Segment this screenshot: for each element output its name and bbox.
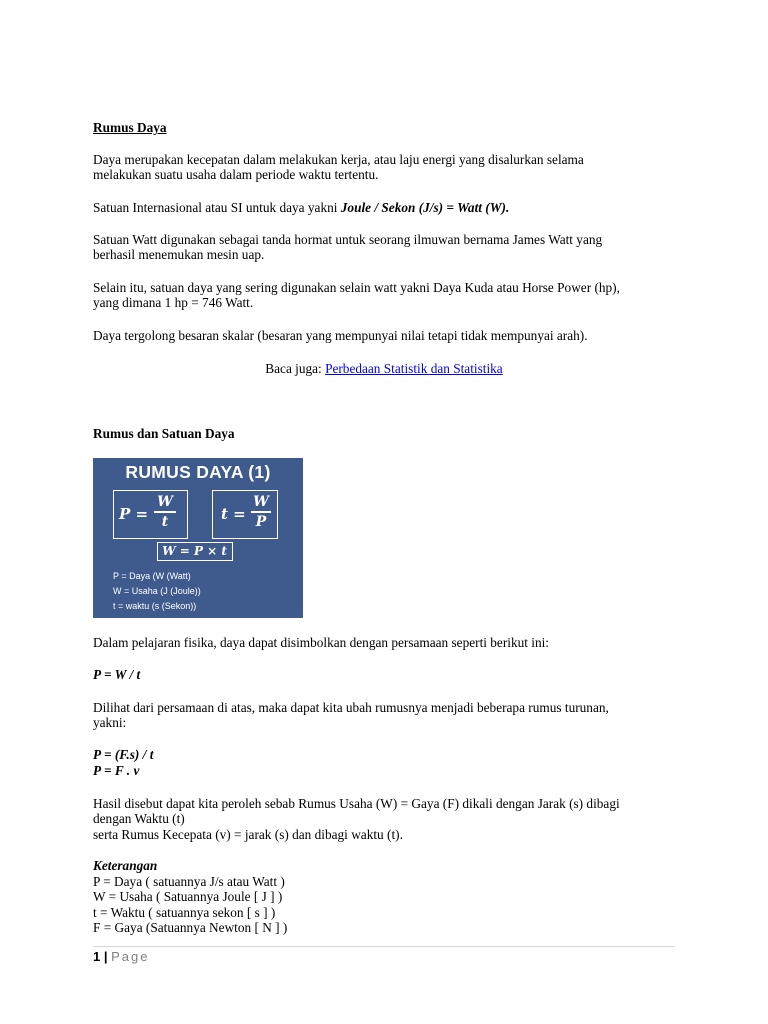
formula-box-power-lhs: P = [119,505,149,523]
baca-juga-link[interactable]: Perbedaan Statistik dan Statistika [325,361,503,376]
si-unit-formula: Joule / Sekon (J/s) = Watt (W). [340,200,510,215]
paragraph-definition-line1: Daya merupakan kecepatan dalam melakukan kerja, atau laju energi yang disalurkan selama [93,152,584,167]
si-unit-text: Satuan Internasional atau SI untuk daya yakni [93,200,341,215]
page-number: 1 [93,949,101,964]
page-separator: | [100,949,112,964]
keterangan-item: P = Daya ( satuannya J/s atau Watt ) [93,874,285,889]
paragraph-explanation-line3: serta Rumus Kecepata (v) = jarak (s) dan dibagi waktu (t). [93,827,403,842]
formula-image-title: RUMUS DAYA (1) [125,462,271,482]
paragraph-definition-line2: melakukan suatu usaha dalam periode waktu tertentu. [93,167,379,182]
paragraph-si-unit [93,200,509,216]
formula-box-time-numerator: W [253,494,269,510]
paragraph-scalar: Daya tergolong besaran skalar (besaran yang mempunyai nilai tetapi tidak mempunyai arah). [93,328,588,343]
page-footer [93,949,149,965]
formula-box-power [113,490,188,539]
baca-juga-label: Baca juga: [265,361,326,376]
paragraph-watt-line2: berhasil menemukan mesin uap. [93,247,265,262]
formula-legend-work: W = Usaha (J (Joule)) [113,586,201,596]
equation-p-f-v: P = F . v [93,763,140,778]
paragraph-symbolized: Dalam pelajaran fisika, daya dapat disimbolkan dengan persamaan seperti berikut ini: [93,635,549,650]
formula-box-power-denominator: t [161,513,169,530]
paragraph-derived-line1: Dilihat dari persamaan di atas, maka dapat kita ubah rumusnya menjadi beberapa rumus turunan, [93,700,609,715]
equation-p-w-t: P = W / t [93,667,141,682]
formula-box-time-denominator: P [255,513,267,530]
formula-box-time-fraction [251,494,271,530]
paragraph-watt-line1: Satuan Watt digunakan sebagai tanda hormat untuk seorang ilmuwan bernama James Watt yang [93,232,603,247]
paragraph-explanation-line2: dengan Waktu (t) [93,811,185,826]
heading-rumus-satuan-daya: Rumus dan Satuan Daya [93,426,235,441]
formula-box-power-numerator: W [157,494,173,510]
formula-legend-power: P = Daya (W (Watt) [113,571,191,581]
formula-legend-time: t = waktu (s (Sekon)) [113,601,197,611]
formula-image [93,458,303,618]
keterangan-item: W = Usaha ( Satuannya Joule [ J ] ) [93,889,283,904]
keterangan-heading: Keterangan [93,858,158,873]
paragraph-horsepower-line1: Selain itu, satuan daya yang sering digunakan selain watt yakni Daya Kuda atau Horse Power (hp), [93,280,620,295]
equation-p-fs-t: P = (F.s) / t [93,747,154,762]
page-label: Page [111,949,150,964]
baca-juga-line [0,361,768,377]
formula-box-time [212,490,278,539]
footer-divider [93,946,675,947]
paragraph-horsepower-line2: yang dimana 1 hp = 746 Watt. [93,295,254,310]
formula-box-power-fraction [154,494,176,530]
keterangan-item: t = Waktu ( satuannya sekon [ s ] ) [93,905,276,920]
keterangan-item: F = Gaya (Satuannya Newton [ N ] ) [93,920,288,935]
paragraph-derived-line2: yakni: [93,715,127,730]
formula-box-work [157,542,233,561]
heading-rumus-daya: Rumus Daya [93,120,167,135]
formula-box-time-lhs: t = [221,505,246,523]
formula-box-work-text: W = P × t [162,544,227,558]
paragraph-explanation-line1: Hasil disebut dapat kita peroleh sebab Rumus Usaha (W) = Gaya (F) dikali dengan Jarak (s) dibagi [93,796,620,811]
